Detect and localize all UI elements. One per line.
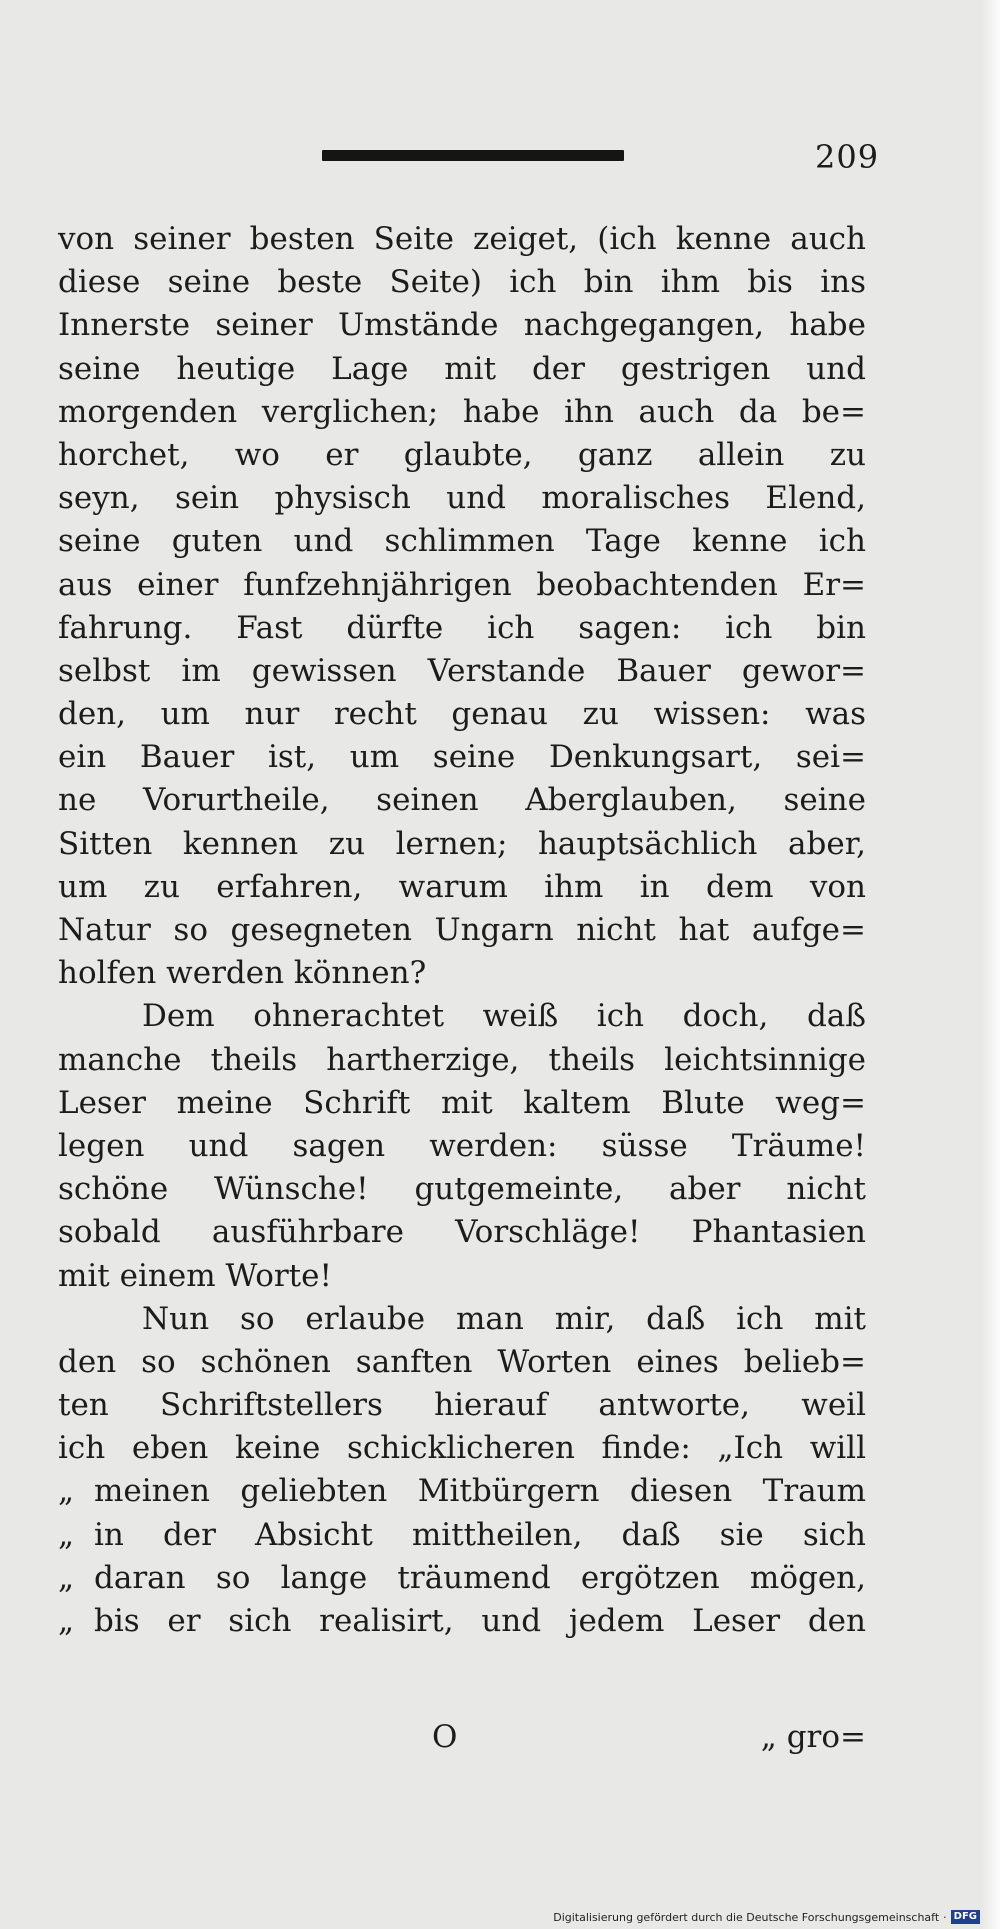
paragraph-first-line: Nun so erlaube man mir, daß ich mit xyxy=(142,1300,866,1337)
text-line: legen und sagen werden: süsse Träume! xyxy=(58,1127,866,1164)
body-text xyxy=(58,218,866,1643)
text-line: mit einem Worte! xyxy=(58,1257,332,1294)
digitization-credit: Digitalisierung gefördert durch die Deutsche Forschungsgemeinschaft · DFG xyxy=(553,1910,980,1924)
text-line: Innerste seiner Umstände nachgegangen, habe xyxy=(58,307,866,344)
text-line: Sitten kennen zu lernen; hauptsächlich aber, xyxy=(58,825,866,862)
quote-mark: „ xyxy=(58,1559,75,1596)
text-line: seine guten und schlimmen Tage kenne ich xyxy=(58,523,866,560)
header-rule xyxy=(322,150,624,161)
page-footer xyxy=(58,1715,866,1759)
text-line: holfen werden können? xyxy=(58,955,427,992)
quoted-line xyxy=(58,1600,866,1643)
quoted-line xyxy=(58,1514,866,1557)
dfg-logo-icon: DFG xyxy=(951,1910,980,1924)
quote-mark: „ xyxy=(58,1473,75,1510)
text-line: Natur so gesegneten Ungarn nicht hat aufge= xyxy=(58,912,866,948)
text-line: den so schönen sanften Worten eines belieb= xyxy=(58,1343,866,1380)
text-line: fahrung. Fast dürfte ich sagen: ich bin xyxy=(58,609,866,646)
quoted-text: meinen geliebten Mitbürgern diesen Traum xyxy=(94,1473,866,1510)
text-line: ein Bauer ist, um seine Denkungsart, sei= xyxy=(58,739,866,776)
catchword: „ gro= xyxy=(760,1719,866,1755)
signature-mark: O xyxy=(432,1719,458,1755)
text-line: Leser meine Schrift mit kaltem Blute weg= xyxy=(58,1084,866,1121)
text-line: manche theils hartherzige, theils leichtsinnige xyxy=(58,1041,866,1078)
text-line: aus einer funfzehnjährigen beobachtenden Er= xyxy=(58,566,866,603)
quote-mark: „ xyxy=(58,1516,75,1553)
text-line: seyn, sein physisch und moralisches Elend, xyxy=(58,480,866,517)
text-line: morgenden verglichen; habe ihn auch da be= xyxy=(58,393,866,430)
text-line: den, um nur recht genau zu wissen: was xyxy=(58,696,866,733)
text-line: schöne Wünsche! gutgemeinte, aber nicht xyxy=(58,1171,866,1208)
quoted-line xyxy=(58,1470,866,1513)
text-line: seine heutige Lage mit der gestrigen und xyxy=(58,350,866,387)
page-number: 209 xyxy=(815,138,880,176)
text-line: ich eben keine schicklicheren finde: „Ich will xyxy=(58,1430,866,1467)
text-line: ne Vorurtheile, seinen Aberglauben, seine xyxy=(58,782,866,819)
quoted-text: bis er sich realisirt, und jedem Leser den xyxy=(94,1603,866,1639)
paragraph-first-line: Dem ohnerachtet weiß ich doch, daß xyxy=(142,998,866,1035)
quoted-text: in der Absicht mittheilen, daß sie sich xyxy=(94,1516,866,1553)
text-line: von seiner besten Seite zeiget, (ich kenne auch xyxy=(58,221,866,257)
text-line: selbst im gewissen Verstande Bauer gewor= xyxy=(58,652,866,689)
text-line: horchet, wo er glaubte, ganz allein zu xyxy=(58,436,866,473)
credit-text: Digitalisierung gefördert durch die Deutsche Forschungsgemeinschaft xyxy=(553,1910,940,1924)
text-line: ten Schriftstellers hierauf antworte, weil xyxy=(58,1387,866,1424)
quoted-text: daran so lange träumend ergötzen mögen, xyxy=(94,1559,866,1596)
text-line: diese seine beste Seite) ich bin ihm bis ins xyxy=(58,264,866,301)
text-line: um zu erfahren, warum ihm in dem von xyxy=(58,868,866,905)
text-line: sobald ausführbare Vorschläge! Phantasien xyxy=(58,1214,866,1251)
quoted-line xyxy=(58,1557,866,1600)
quote-mark: „ xyxy=(58,1603,75,1639)
